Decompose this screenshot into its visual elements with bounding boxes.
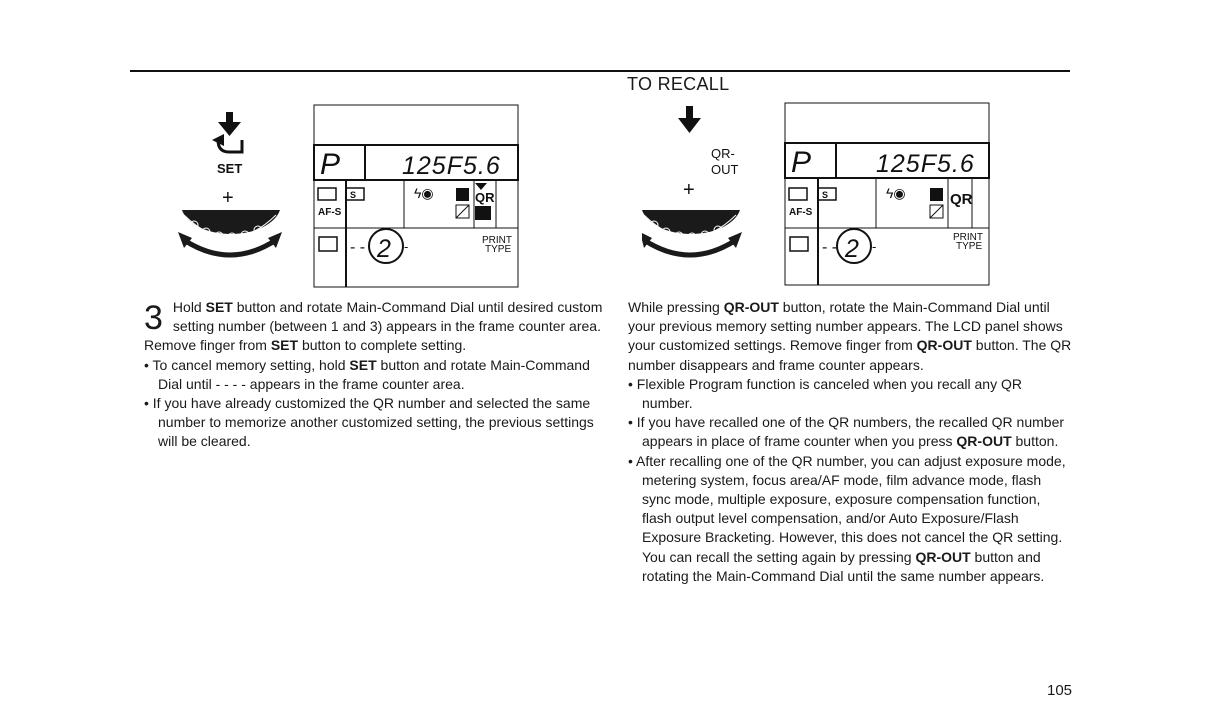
- flash-redeye-icon: ϟ◉: [414, 185, 434, 201]
- step3-bullet-cancel: • To cancel memory setting, hold SET button and rotate Main-Command Dial until - - - - appears in the frame counter area.: [144, 356, 590, 392]
- recall-paragraph: While pressing QR-OUT button, rotate the Main-Command Dial until your previous memory setting number appears. The LCD panel shows your customized settings. Remove finger from QR-OUT button. The QR number disappears and frame counter appears.: [628, 299, 1072, 373]
- press-arrow-icon: [678, 106, 701, 133]
- lcd-qr-label: QR: [950, 191, 973, 208]
- main-command-dial-icon: [178, 210, 282, 255]
- svg-text:-: -: [872, 239, 877, 254]
- qr-out-label-line1: QR-: [711, 146, 735, 161]
- exposure-comp-icon: [456, 188, 469, 201]
- right-illustration: [642, 100, 1002, 290]
- metering-icon: [319, 237, 337, 251]
- qr-out-label-line2: OUT: [711, 162, 739, 177]
- metering-icon: [790, 237, 808, 251]
- lcd-af-label: AF-S: [789, 207, 813, 218]
- recall-bullet-flexible: • Flexible Program function is canceled when you recall any QR number.: [628, 375, 1022, 412]
- exposure-comp-icon: [930, 188, 943, 201]
- lcd-panel: [314, 105, 518, 287]
- svg-text:S: S: [822, 190, 829, 200]
- lcd-mode: P: [791, 146, 812, 179]
- step3-bullet-overwrite: • If you have already customized the QR number and selected the same number to memorize another customized setting, the previous settings will be cleared.: [144, 395, 594, 450]
- lcd-readout: 125F5.6: [402, 152, 501, 180]
- page-number: 105: [1047, 682, 1073, 699]
- lcd-in-indicator: [475, 206, 491, 220]
- lcd-readout: 125F5.6: [876, 150, 975, 178]
- step3-paragraph: 3 Hold SET button and rotate Main-Command Dial until desired custom setting number (between 1 and 3) appears in the frame counter area. Remove finger from SET button to complete setting.: [144, 299, 603, 354]
- lcd-qr-label: QR: [475, 190, 495, 205]
- step-number: 3: [144, 299, 163, 337]
- section-title: TO RECALL: [627, 74, 730, 94]
- flash-redeye-icon: ϟ◉: [886, 185, 906, 201]
- lcd-af-label: AF-S: [318, 207, 342, 218]
- lcd-counter: 2: [845, 235, 859, 263]
- recall-bullet-adjust: • After recalling one of the QR number, you can adjust exposure mode, metering system, focus area/AF mode, film advance mode, flash sync mode, multiple exposure, exposure compensation function, flash output level compensation, and/or Auto Exposure/Flash Exposure Bracketing. However, this does not cancel the QR setting. You can recall the setting again by pressing QR-OUT button and rotating the Main-Command Dial until the same number appears.: [628, 452, 1066, 584]
- lcd-type-label: TYPE: [485, 244, 512, 255]
- recall-bullet-number: • If you have recalled one of the QR numbers, the recalled QR number appears in place of frame counter when you press QR-OUT button.: [628, 414, 1065, 450]
- svg-text:S: S: [350, 190, 357, 200]
- svg-text:- -: - -: [350, 239, 366, 256]
- top-rule: [130, 70, 1070, 72]
- lcd-print-label: PRINT: [482, 235, 512, 246]
- main-command-dial-icon: [642, 210, 742, 255]
- lcd-panel: [785, 103, 989, 285]
- press-arrow-icon: [212, 112, 242, 152]
- plus-sign: +: [222, 187, 234, 209]
- left-illustration: [170, 100, 530, 290]
- recall-column: [628, 298, 1073, 586]
- lcd-type-label: TYPE: [956, 241, 983, 252]
- plus-sign: +: [683, 179, 695, 201]
- lcd-mode: P: [320, 148, 341, 181]
- lcd-counter: 2: [377, 235, 391, 263]
- lcd-print-label: PRINT: [953, 232, 983, 243]
- set-button-label: SET: [217, 161, 243, 176]
- svg-text:-: -: [404, 239, 409, 254]
- step3-column: [144, 298, 614, 452]
- svg-text:- -: - -: [822, 239, 838, 256]
